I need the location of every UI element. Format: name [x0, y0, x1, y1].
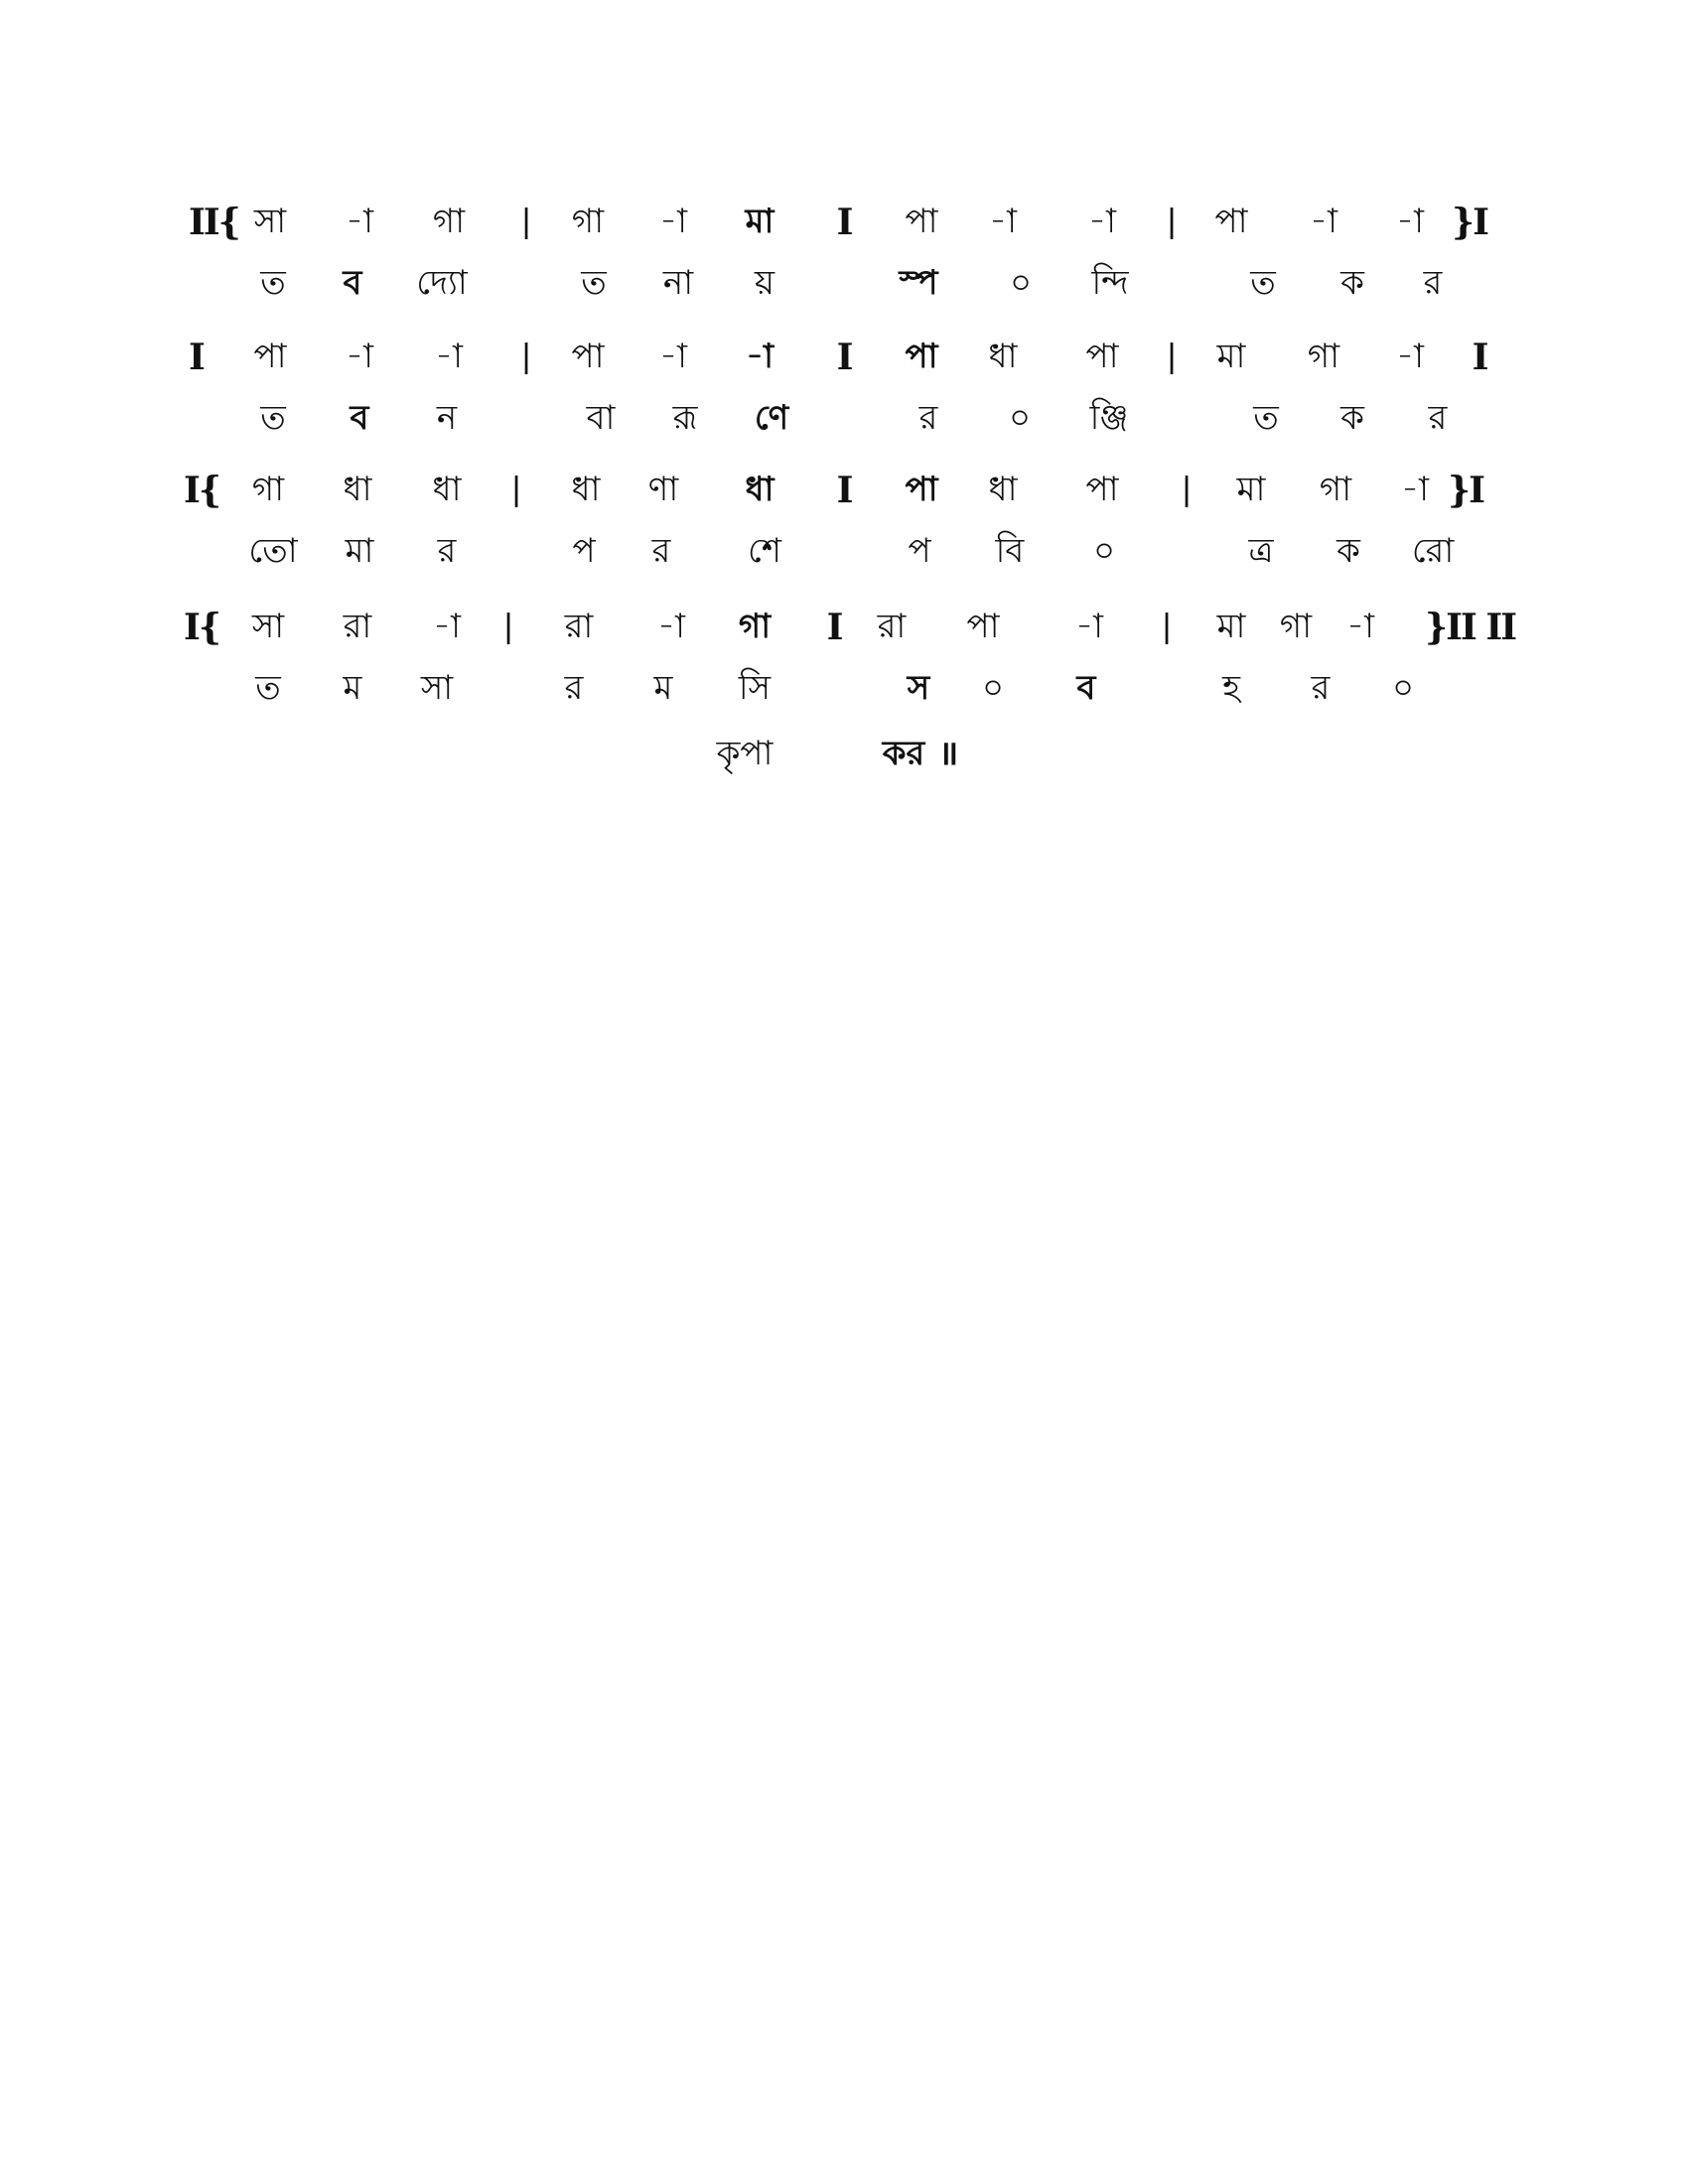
note-cell: -া — [433, 607, 461, 646]
bar-mark: }II II — [1425, 607, 1516, 648]
bar-mark: I{ — [184, 607, 219, 648]
note-cell: পা — [905, 337, 938, 376]
beat-separator: | — [511, 471, 521, 508]
note-cell: গা — [1307, 337, 1340, 376]
note-cell: পা — [966, 607, 1000, 646]
lyric-syllable: ০ — [1391, 668, 1415, 708]
lyric-row-2 — [0, 398, 1688, 461]
lyric-row-3 — [0, 531, 1688, 594]
lyric-syllable: স — [907, 668, 930, 708]
note-cell: পা — [1214, 202, 1248, 241]
note-cell: -া — [989, 202, 1017, 241]
lyric-syllable: স্প — [899, 263, 938, 303]
lyric-syllable: ত — [260, 398, 286, 438]
lyric-syllable: ত — [255, 668, 281, 708]
lyric-syllable: র — [1423, 263, 1443, 303]
beat-separator: | — [521, 338, 531, 375]
lyric-syllable: ক — [1336, 531, 1360, 571]
lyric-syllable: বি — [995, 531, 1025, 571]
beat-separator: | — [1167, 338, 1177, 375]
note-cell: -া — [1088, 202, 1116, 241]
note-cell: পা — [571, 337, 605, 376]
notation-row-1 — [0, 202, 1688, 264]
note-cell: গা — [1319, 470, 1352, 509]
lyric-syllable: মা — [345, 531, 374, 571]
note-cell: -া — [1310, 202, 1337, 241]
lyric-syllable: ত — [260, 263, 286, 303]
lyric-syllable: ব — [343, 263, 362, 303]
note-cell: -া — [1396, 202, 1424, 241]
note-cell: পা — [253, 337, 287, 376]
note-cell: মা — [745, 202, 774, 241]
bar-mark: }I — [1448, 470, 1483, 511]
note-cell: গা — [251, 470, 285, 509]
bar-mark: I — [1472, 337, 1487, 378]
lyric-syllable: বা — [586, 398, 616, 438]
lyric-syllable: ব — [1076, 668, 1096, 708]
lyric-syllable: ন্দি — [1091, 263, 1129, 303]
closing-word: কর — [882, 734, 925, 773]
note-cell: ধা — [988, 337, 1018, 376]
note-cell: গা — [738, 607, 772, 646]
lyric-syllable: শে — [748, 531, 781, 571]
notation-row-4 — [0, 607, 1688, 669]
lyric-syllable: ঞ্জি — [1089, 398, 1129, 438]
note-cell: ধা — [988, 470, 1018, 509]
lyric-syllable: ত — [1250, 263, 1276, 303]
lyric-syllable: ণে — [754, 398, 789, 438]
lyric-syllable: তো — [248, 531, 298, 571]
beat-separator: | — [1167, 203, 1177, 240]
lyric-syllable: সি — [738, 668, 772, 708]
lyric-syllable: ক — [1340, 263, 1364, 303]
lyric-syllable: রূ — [672, 398, 698, 438]
note-cell: গা — [1279, 607, 1313, 646]
note-cell: -া — [1396, 337, 1424, 376]
beat-separator: | — [521, 203, 531, 240]
lyric-syllable: হ — [1222, 668, 1240, 708]
lyric-syllable: ০ — [981, 668, 1005, 708]
note-cell: ধা — [432, 470, 462, 509]
note-cell: পা — [905, 470, 938, 509]
bar-mark: II{ — [189, 202, 239, 243]
beat-separator: | — [1162, 608, 1172, 645]
note-cell: মা — [1216, 337, 1246, 376]
note-cell: -া — [346, 337, 373, 376]
lyric-syllable: দ্যো — [416, 263, 468, 303]
bar-mark: I{ — [184, 470, 219, 511]
lyric-syllable: প — [908, 531, 931, 571]
lyric-syllable: র — [564, 668, 584, 708]
note-cell: রা — [877, 607, 907, 646]
note-cell: -া — [1075, 607, 1103, 646]
lyric-syllable: র — [1311, 668, 1331, 708]
bar-mark: }I — [1452, 202, 1487, 243]
note-cell: পা — [905, 202, 938, 241]
note-cell: ধা — [571, 470, 601, 509]
lyric-syllable: ম — [653, 668, 673, 708]
lyric-syllable: ০ — [1009, 263, 1033, 303]
note-cell: রা — [564, 607, 594, 646]
lyric-syllable: ন — [436, 398, 458, 438]
bar-mark: I — [836, 470, 852, 511]
lyric-row-4 — [0, 668, 1688, 731]
note-cell: মা — [1216, 607, 1246, 646]
note-cell: ধা — [343, 470, 372, 509]
note-cell: রা — [343, 607, 372, 646]
note-cell: ণা — [647, 470, 679, 509]
lyric-syllable: র — [437, 531, 457, 571]
lyric-syllable: র — [918, 398, 938, 438]
lyric-syllable: ত — [581, 263, 607, 303]
notation-row-3 — [0, 470, 1688, 532]
beat-separator: | — [503, 608, 513, 645]
note-cell: পা — [1085, 337, 1119, 376]
note-cell: -া — [346, 202, 373, 241]
lyric-syllable: ত — [1253, 398, 1279, 438]
bar-mark: I — [189, 337, 204, 378]
bar-mark: I — [836, 202, 852, 243]
lyric-syllable: প — [572, 531, 596, 571]
note-cell: -া — [657, 607, 685, 646]
lyric-syllable: ০ — [1008, 398, 1032, 438]
note-cell: পা — [1085, 470, 1119, 509]
note-cell: গা — [571, 202, 605, 241]
lyric-syllable: র — [651, 531, 671, 571]
double-danda: ॥ — [937, 734, 959, 773]
bar-mark: I — [826, 607, 842, 648]
closing-line — [0, 734, 1688, 796]
lyric-syllable: ব — [350, 398, 369, 438]
note-cell: -া — [659, 202, 687, 241]
beat-separator: | — [1182, 471, 1192, 508]
lyric-syllable: ক — [1340, 398, 1364, 438]
closing-word: কৃপা — [716, 734, 774, 773]
note-cell: সা — [251, 607, 285, 646]
note-cell: -া — [435, 337, 463, 376]
notation-row-2 — [0, 337, 1688, 399]
lyric-row-1 — [0, 263, 1688, 326]
note-cell: -া — [659, 337, 687, 376]
note-cell: -া — [746, 337, 774, 376]
note-cell: -া — [1401, 470, 1429, 509]
note-cell: মা — [1236, 470, 1266, 509]
lyric-syllable: না — [662, 263, 694, 303]
lyric-syllable: য় — [754, 263, 775, 303]
lyric-syllable: রো — [1411, 531, 1455, 571]
lyric-syllable: ০ — [1092, 531, 1116, 571]
lyric-syllable: ত্র — [1248, 531, 1274, 571]
note-cell: -া — [1346, 607, 1374, 646]
lyric-syllable: ম — [343, 668, 362, 708]
bar-mark: I — [836, 337, 852, 378]
note-cell: ধা — [745, 470, 774, 509]
lyric-syllable: র — [1428, 398, 1448, 438]
note-cell: গা — [432, 202, 466, 241]
note-cell: সা — [253, 202, 287, 241]
lyric-syllable: সা — [420, 668, 454, 708]
